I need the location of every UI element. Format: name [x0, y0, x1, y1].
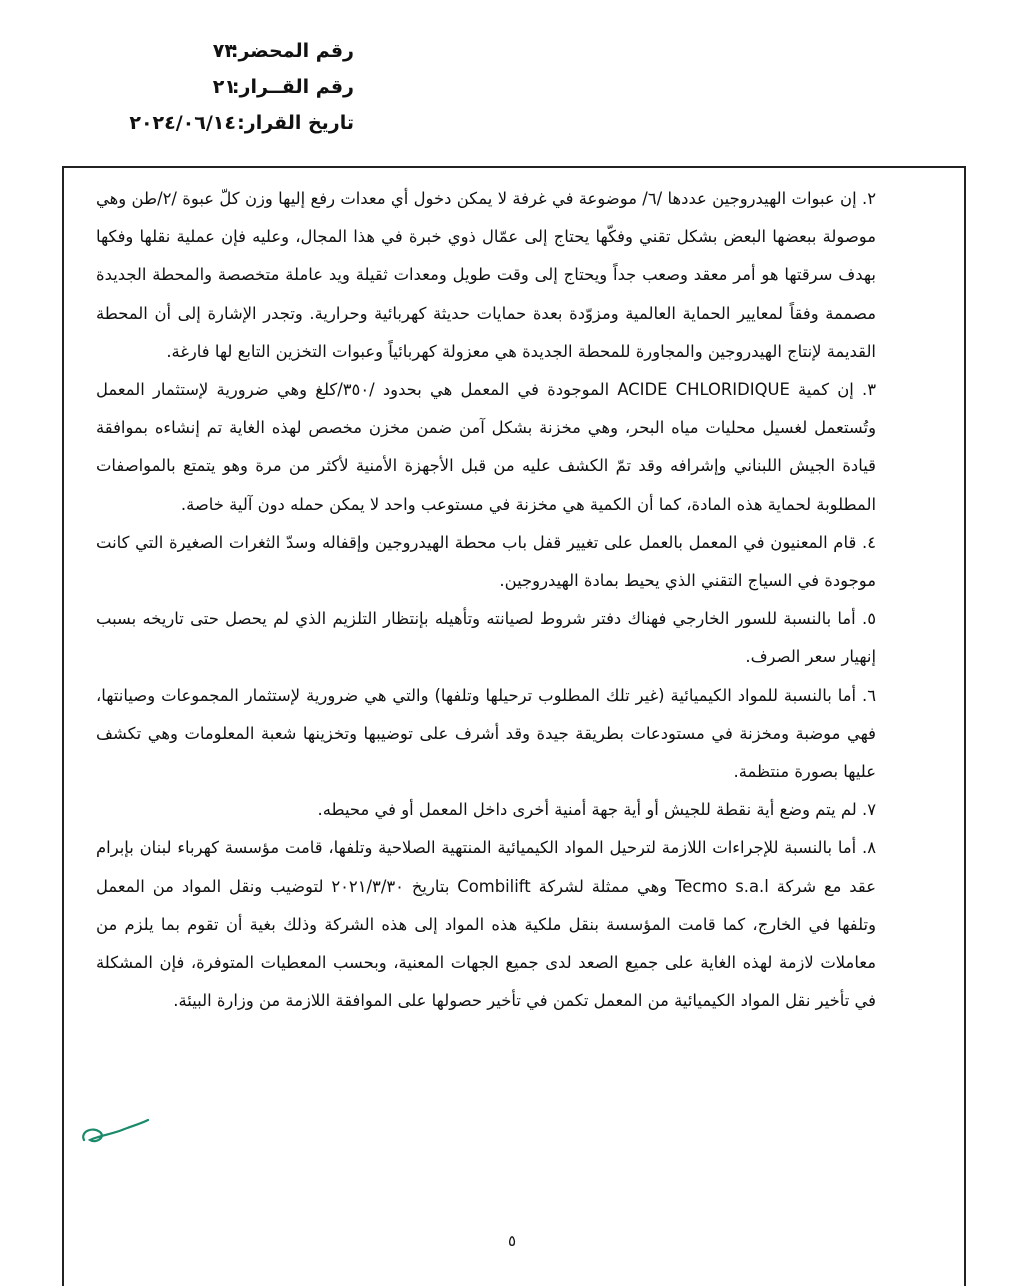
- paragraph-item-8: ٨. أما بالنسبة للإجراءات اللازمة لترحيل المواد الكيميائية المنتهية الصلاحية وتلفها، قامت مؤسسة كهرباء لبنان بإبرام عقد مع شركة Tecmo s.a.l وهي ممثلة لشركة Combilift بتاريخ ٢٠٢١/٣/٣٠ لتوضيب ونقل المواد من المعمل وتلفها في الخارج، كما قامت المؤسسة بنقل ملكية هذه المواد إلى هذه الشركة وذلك بغية أن تقوم بما يلزم من معاملات لازمة لهذه الغاية على جميع الصعد لدى جميع الجهات المعنية، وبحسب المعطيات المتوفرة، فإن المشكلة في تأخير نقل المواد الكيميائية من المعمل تكمن في تأخير حصولها على الموافقة اللازمة من وزارة البيئة.: [96, 838, 876, 1011]
- paragraph-item-7: ٧. لم يتم وضع أية نقطة للجيش أو أية جهة أمنية أخرى داخل المعمل أو في محيطه.: [317, 800, 876, 820]
- document-header: [54, 40, 354, 148]
- record-number-value: ٧٣: [212, 40, 236, 62]
- decision-number-value: ٢١: [212, 76, 236, 98]
- handwritten-signature: [78, 1110, 158, 1150]
- decision-number-row: [54, 76, 354, 112]
- paragraph-item-4: ٤. قام المعنيون في المعمل بالعمل على تغيير قفل باب محطة الهيدروجين وإقفاله وسدّ الثغرات الصغيرة التي كانت موجودة في السياج التقني الذي يحيط بمادة الهيدروجين.: [96, 532, 876, 591]
- page-number: ٥: [507, 1232, 517, 1250]
- paragraph-item-3: ٣. إن كمية ACIDE CHLORIDIQUE الموجودة في المعمل هي بحدود /٣٥٠/كلغ وهي ضرورية لإستثمار المعمل وتُستعمل لغسيل محليات مياه البحر، وهي مخزنة بشكل آمن ضمن مخزن مخصص لهذه الغاية تم إنشاءه بموافقة قيادة الجيش اللبناني وإشرافه وقد تمّ الكشف عليه من قبل الأجهزة الأمنية لأكثر من مرة وهو يتمتع بالمواصفات المطلوبة لحماية هذه المادة، كما أن الكمية هي مخزنة في مستوعب واحد لا يمكن حمله دون آلية خاصة.: [96, 380, 876, 514]
- decision-number-label: رقم القــرار:: [231, 76, 354, 98]
- paragraph-item-6: ٦. أما بالنسبة للمواد الكيميائية (غير تلك المطلوب ترحيلها وتلفها) والتي هي ضرورية لإستثمار المجموعات وصيانتها، فهي موضبة ومخزنة في مستودعات بطريقة جيدة وقد أشرف على توضيبها وتخزينها شعبة المعلومات وهي تكشف عليها بصورة منتظمة.: [96, 685, 876, 782]
- document-body: [96, 180, 876, 1020]
- decision-date-row: [54, 112, 354, 148]
- decision-date-label: تاريخ القرار:: [237, 112, 354, 134]
- paragraph-item-5: ٥. أما بالنسبة للسور الخارجي فهناك دفتر شروط لصيانته وتأهيله بإنتظار التلزيم الذي لم يحصل حتى تاريخه بسبب إنهيار سعر الصرف.: [96, 609, 876, 667]
- record-number-label: رقم المحضر:: [230, 40, 354, 62]
- record-number-row: [54, 40, 354, 76]
- decision-date-value: ٢٠٢٤/٠٦/١٤: [129, 112, 236, 134]
- paragraph-item-2: ٢. إن عبوات الهيدروجين عددها /٦/ موضوعة في غرفة لا يمكن دخول أي معدات رفع إليها وزن كلّ عبوة /٢/طن وهي موصولة ببعضها البعض بشكل تقني وفكّها يحتاج إلى عمّال ذوي خبرة في هذا المجال، وعليه فإن عملية نقلها وفكها بهدف سرقتها هو أمر معقد وصعب جداً ويحتاج إلى وقت طويل ومعدات ثقيلة ويد عاملة متخصصة والمحطة الجديدة مصممة وفقاً لمعايير الحماية العالمية ومزوّدة بعدة حمايات حديثة كهربائية وحرارية. وتجدر الإشارة إلى أن المحطة القديمة لإنتاج الهيدروجين والمجاورة للمحطة الجديدة هي معزولة كهربائياً وعبوات التخزين التابع لها فارغة.: [96, 189, 876, 361]
